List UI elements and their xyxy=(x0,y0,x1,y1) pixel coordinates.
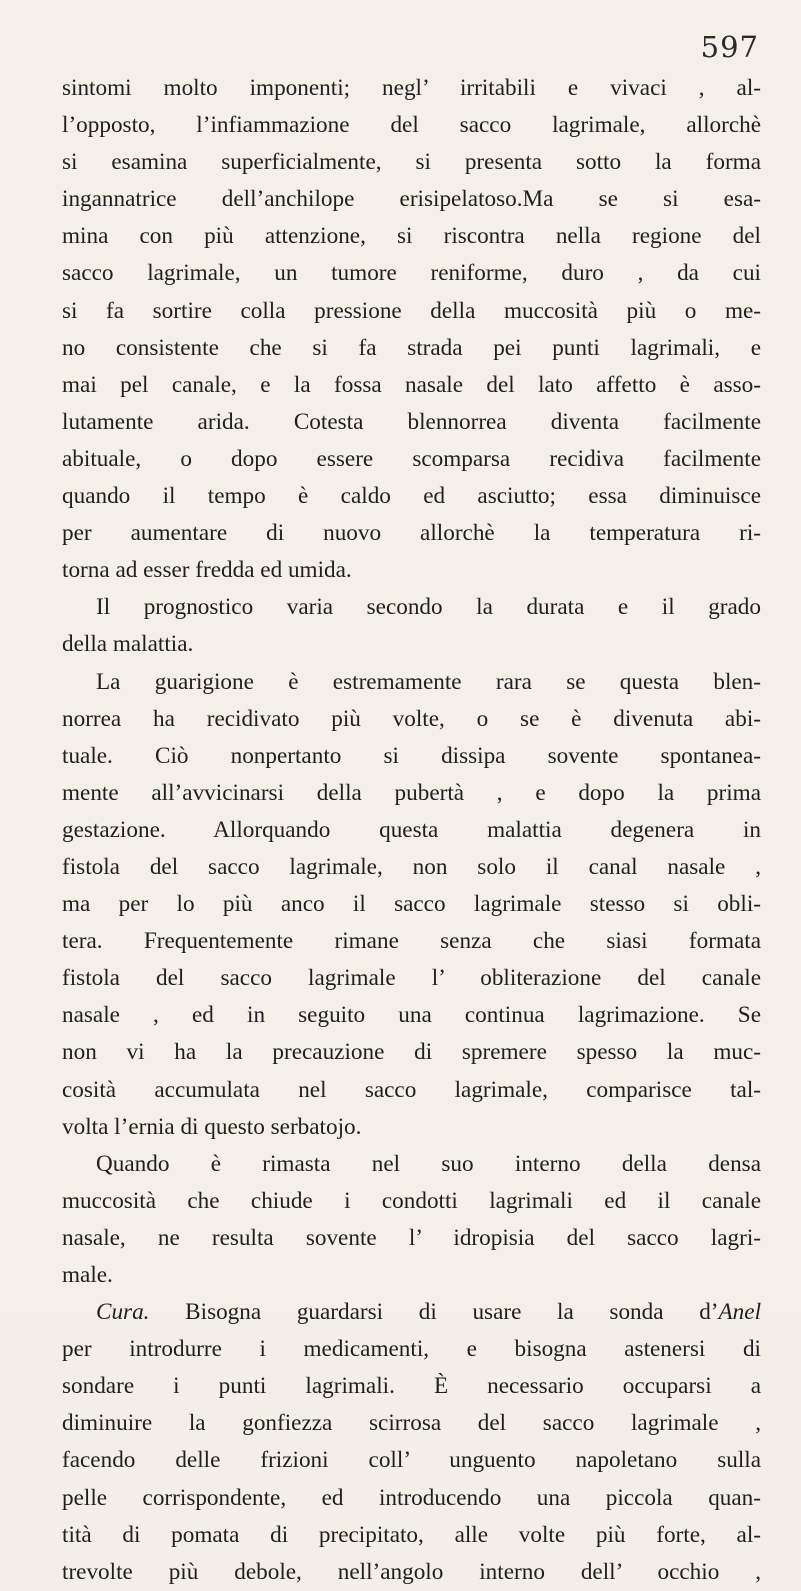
text-line: sintomi molto imponenti; negl’ irritabili e vivaci , al- xyxy=(62,75,761,101)
body-text xyxy=(62,70,761,1591)
text-line: della malattia. xyxy=(62,631,194,658)
text-line: mente all’avvicinarsi della pubertà , e dopo la prima xyxy=(62,779,761,806)
text-line: abituale, o dopo essere scomparsa recidiva facilmente xyxy=(62,445,761,472)
text-line: facendo delle frizioni coll’ unguento napoletano sulla xyxy=(62,1447,761,1474)
text-line: nasale , ed in seguito una continua lagrimazione. Se xyxy=(62,1002,761,1029)
text-line: tera. Frequentemente rimane senza che siasi formata xyxy=(62,928,761,955)
text-line: fistola del sacco lagrimale l’ obliterazione del canale xyxy=(62,965,761,992)
text-line: cosità accumulata nel sacco lagrimale, comparisce tal- xyxy=(62,1076,761,1103)
text-line: lutamente arida. Cotesta blennorrea diventa facilmente xyxy=(62,408,761,435)
text-line: mai pel canale, e la fossa nasale del lato affetto è asso- xyxy=(62,371,761,398)
anel-name: Anel xyxy=(718,1299,762,1326)
cura-text: Bisogna guardarsi di usare la sonda d’ xyxy=(185,1299,719,1326)
text-line: nasale, ne resulta sovente l’ idropisia del sacco lagri- xyxy=(62,1224,761,1251)
text-line: muccosità che chiude i condotti lagrimali ed il canale xyxy=(62,1187,761,1214)
text-line: gestazione. Allorquando questa malattia degenera in xyxy=(62,816,761,843)
text-line: tuale. Ciò nonpertanto si dissipa sovente spontanea- xyxy=(62,742,761,769)
paragraph-guarigione: La guarigione è estremamente rara se questa blen- xyxy=(96,668,761,695)
text-line: volta l’ernia di questo serbatojo. xyxy=(62,1113,362,1140)
text-line: trevolte più debole, nell’angolo interno dell’ occhio , xyxy=(62,1558,761,1585)
paragraph-idropisia: Quando è rimasta nel suo interno della densa xyxy=(96,1150,761,1177)
paragraph-prognostico: Il prognostico varia secondo la durata e il grado xyxy=(96,594,761,621)
text-line: si esamina superficialmente, si presenta sotto la forma xyxy=(62,149,761,176)
cura-heading: Cura. xyxy=(96,1299,150,1326)
text-line: sacco lagrimale, un tumore reniforme, duro , da cui xyxy=(62,260,761,287)
text-line: mina con più attenzione, si riscontra nella regione del xyxy=(62,223,761,250)
text-line: quando il tempo è caldo ed asciutto; essa diminuisce xyxy=(62,483,761,510)
page-number: 597 xyxy=(700,30,759,64)
text-line: ingannatrice dell’anchilope erisipelatoso.Ma se si esa- xyxy=(62,186,761,213)
text-line: diminuire la gonfiezza scirrosa del sacco lagrimale , xyxy=(62,1410,761,1437)
text-line: per introdurre i medicamenti, e bisogna astenersi di xyxy=(62,1336,761,1363)
text-line: torna ad esser fredda ed umida. xyxy=(62,557,352,584)
text-line: fistola del sacco lagrimale, non solo il canal nasale , xyxy=(62,853,761,880)
text-line: ma per lo più anco il sacco lagrimale stesso si obli- xyxy=(62,891,761,918)
text-line: non vi ha la precauzione di spremere spesso la muc- xyxy=(62,1039,761,1066)
text-line: per aumentare di nuovo allorchè la temperatura ri- xyxy=(62,520,761,547)
text-line: sondare i punti lagrimali. È necessario occuparsi a xyxy=(62,1373,761,1400)
text-line: norrea ha recidivato più volte, o se è divenuta abi- xyxy=(62,705,761,732)
paragraph-cura xyxy=(62,1294,761,1331)
text-line: male. xyxy=(62,1262,113,1288)
text-line: l’opposto, l’infiammazione del sacco lagrimale, allorchè xyxy=(62,112,761,139)
text-line: no consistente che si fa strada pei punti lagrimali, e xyxy=(62,334,761,361)
text-line: tità di pomata di precipitato, alle volte più forte, al- xyxy=(62,1521,761,1548)
text-line: pelle corrispondente, ed introducendo una piccola quan- xyxy=(62,1484,761,1511)
text-line: si fa sortire colla pressione della muccosità più o me- xyxy=(62,297,761,324)
